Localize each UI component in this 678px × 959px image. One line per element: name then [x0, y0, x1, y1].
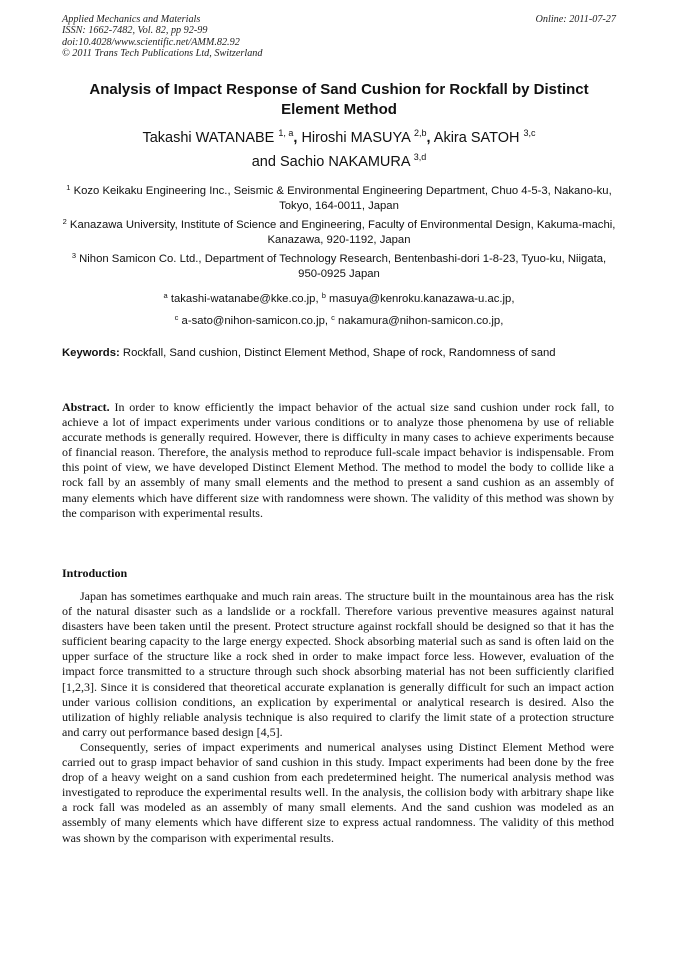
copyright-line: © 2011 Trans Tech Publications Ltd, Switzerland [62, 48, 263, 60]
affiliation-number: 2 [62, 217, 67, 226]
abstract-text: In order to know efficiently the impact behavior of the actual size sand cushion under rock fall, to achieve a lot of impact experiments under various conditions or to analyze those phenomena by use of reliable accurate methods is generally required. However, there is difficulty in many cases to achieve experiments because of financial reason. Therefore, the analysis method to reproduce full-scale impact behavior is indispensable. From this point of view, we have developed Distinct Element Method. The method to model the body to collide like a rock fall by an assembly of many small elements and the method to present a sand cushion as an assembly of many elements which have different size with randomness were shown. The validity of this method was shown by the comparison with experimental results. [62, 400, 615, 520]
affiliation-text: Nihon Samicon Co. Ltd., Department of Technology Research, Bentenbashi-dori 1-8-23, Tyuo-ku, Niigata, 950-0925 Japan [79, 253, 607, 280]
abstract [62, 400, 614, 521]
affiliation-number: 1 [66, 183, 71, 192]
author-list [62, 126, 616, 174]
affiliation-text: Kozo Keikaku Engineering Inc., Seismic & Environmental Engineering Department, Chuo 4-5-3, Nakano-ku, Tokyo, 164-0011, Japan [73, 185, 612, 212]
online-date: Online: 2011-07-27 [535, 14, 616, 25]
journal-header [62, 14, 616, 60]
email-superscript: b [321, 291, 326, 300]
author-superscript: 2,b [414, 128, 427, 138]
email-superscript: c [174, 313, 179, 322]
author-superscript: 3,d [413, 152, 427, 162]
journal-name: Applied Mechanics and Materials [62, 14, 201, 25]
author-separator: , [293, 130, 298, 146]
author-name: Hiroshi MASUYA [301, 130, 410, 146]
affiliation [62, 218, 616, 248]
author-superscript: 1, a [278, 128, 294, 138]
email-superscript: a [163, 291, 168, 300]
email-link[interactable]: masuya@kenroku.kanazawa-u.ac.jp, [329, 293, 515, 305]
introduction-body [62, 589, 614, 846]
email-link[interactable]: nakamura@nihon-samicon.co.jp, [338, 315, 504, 327]
keywords-label: Keywords: [62, 347, 120, 359]
author-separator: , [426, 130, 431, 146]
affiliation-number: 3 [71, 251, 76, 260]
paragraph: Japan has sometimes earthquake and much rain areas. The structure built in the mountainous area has the risk of the natural disaster such as a landslide or a rockfall. Therefore various preventive measures against natural disasters have been taken until the present. Protect structure against rockfall should be designed so that it has the sufficient bearing capacity to the large energy expected. Shock absorbing material such as sand is often laid on the upper surface of the structure like a rock shed in order to make impact force less. However, evaluation of the impact force transmitted to a structure through such shock absorbing material has not been sufficiently clarified [1,2,3]. Since it is considered that theoretical accurate explanation is generally difficult for such an impact action under various collision conditions, an explication by experimental or analytical research is desired. Also the utilization of highly reliable analysis technique is also required to clarify the limit state of a protection structure and carry out performance based design [4,5]. [62, 589, 614, 739]
issn-line: ISSN: 1662-7482, Vol. 82, pp 92-99 [62, 25, 208, 37]
email-superscript: c [331, 313, 335, 322]
author-name: Takashi WATANABE [142, 130, 275, 146]
affiliation-text: Kanazawa University, Institute of Science and Engineering, Faculty of Environmental Design, Kakuma-machi, Kanazawa, 920-1192, Japan [69, 219, 616, 246]
doi-line[interactable]: doi:10.4028/www.scientific.net/AMM.82.92 [62, 36, 240, 48]
affiliation [62, 184, 616, 214]
author-superscript: 3,c [523, 128, 536, 138]
email-link[interactable]: takashi-watanabe@kke.co.jp, [170, 293, 319, 305]
author-name: Sachio NAKAMURA [279, 154, 410, 170]
keywords [62, 346, 616, 361]
abstract-label: Abstract. [62, 400, 110, 414]
author-name: Akira SATOH [433, 130, 520, 146]
keywords-text: Rockfall, Sand cushion, Distinct Element Method, Shape of rock, Randomness of sand [122, 347, 556, 359]
email-list [62, 288, 616, 332]
affiliation [62, 252, 616, 282]
paper-title: Analysis of Impact Response of Sand Cushion for Rockfall by Distinct Element Method [89, 81, 589, 118]
email-link[interactable]: a-sato@nihon-samicon.co.jp, [181, 315, 329, 327]
section-heading: Introduction [62, 566, 128, 580]
paragraph: Consequently, series of impact experiments and numerical analyses using Distinct Element Method were carried out to grasp impact behavior of sand cushion in this study. Impact experiments had been done by the free drop of a heavy weight on a sand cushion from each predetermined height. The numerical analysis method was investigated to reproduce the experimental results well. In the analysis, the collision body with arbitrary shape like a rock fall was modeled as an assembly of many small elements. And the sand cushion was modeled as an assembly of many elements which have different size to express actual randomness. The validity of this method was shown by the comparison with experimental results. [62, 739, 614, 845]
affiliations [62, 184, 616, 332]
author-and: and [251, 154, 276, 170]
